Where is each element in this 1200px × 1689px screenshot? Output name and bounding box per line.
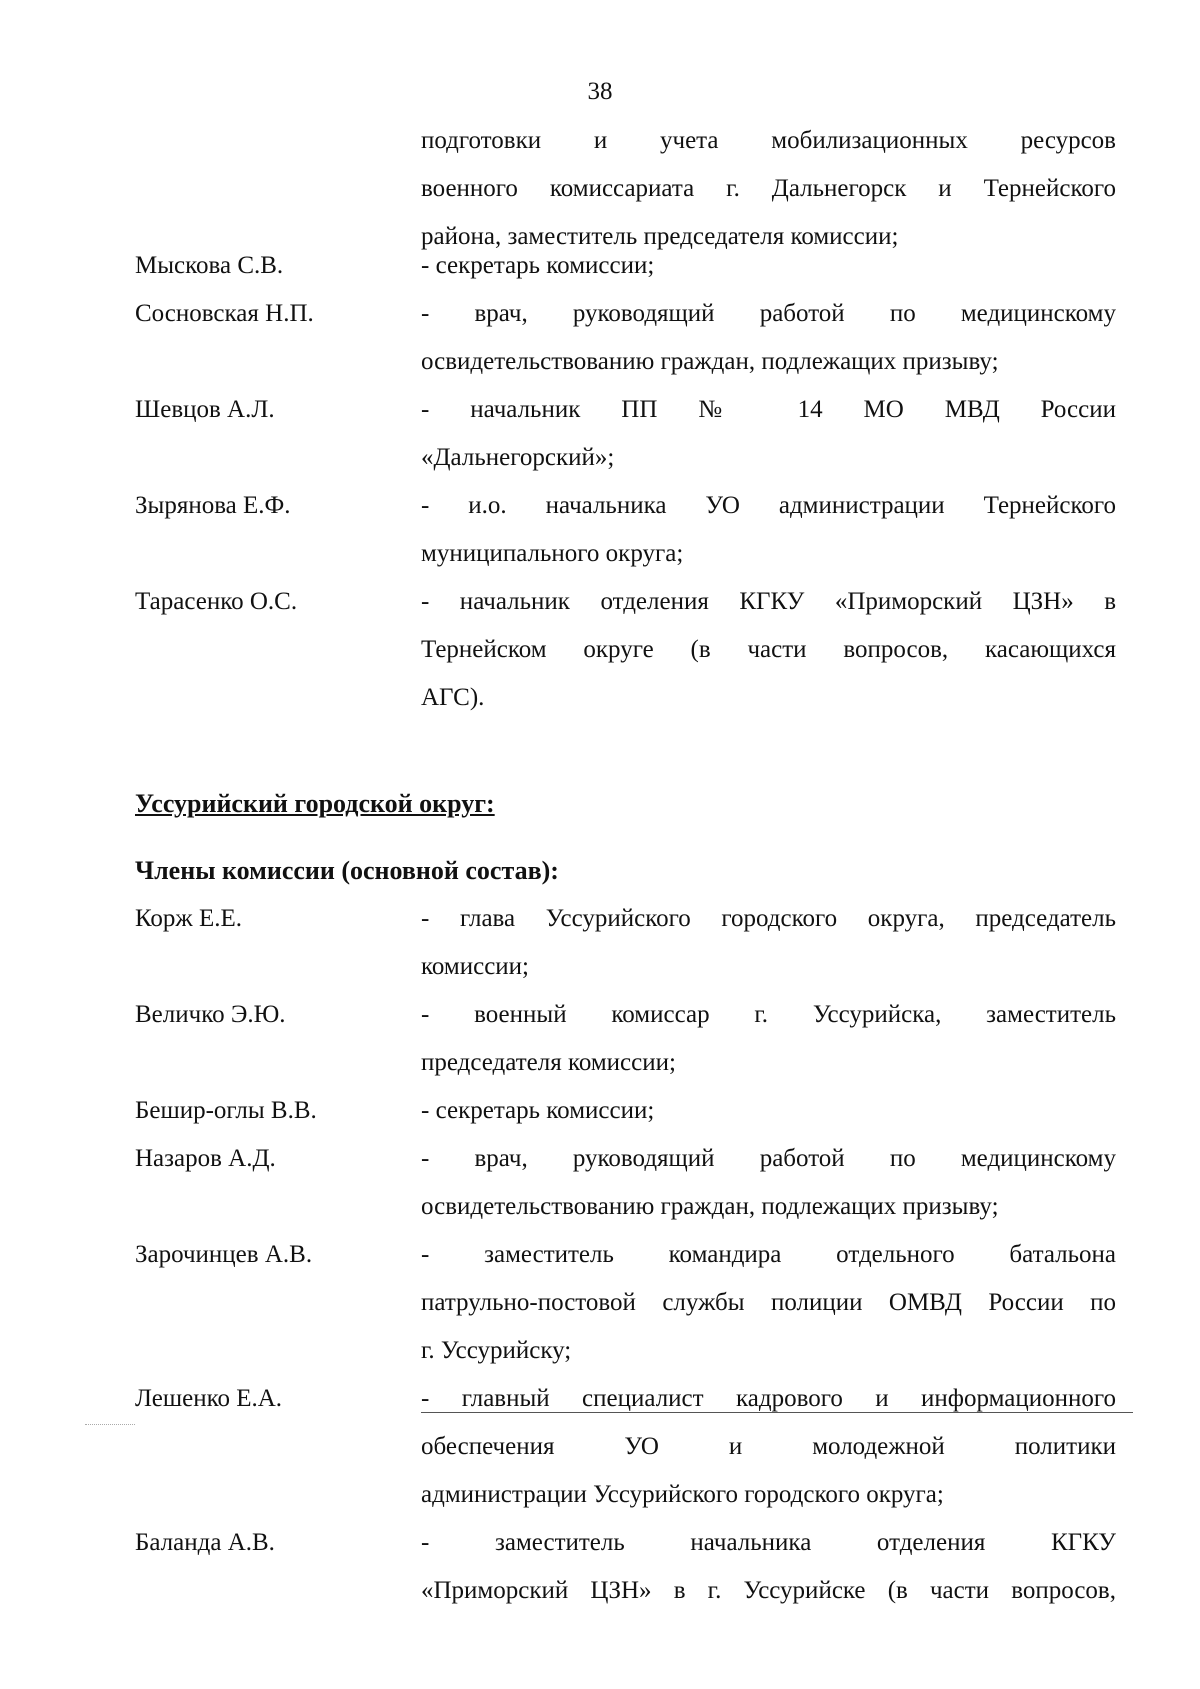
member-role bbox=[421, 1519, 1116, 1615]
member-role bbox=[421, 991, 1116, 1087]
scan-artifact-dotted-line bbox=[85, 1424, 135, 1425]
role-line: - начальник ПП № 14 МО МВД России bbox=[421, 396, 1116, 423]
role-line: председателя комиссии; bbox=[421, 1049, 676, 1076]
member-role bbox=[421, 290, 1116, 386]
page-number: 38 bbox=[587, 78, 613, 105]
role-line: Тернейском округе (в части вопросов, касающихся bbox=[421, 636, 1116, 663]
member-name: Шевцов А.Л. bbox=[135, 396, 275, 423]
role-line: - и.о. начальника УО администрации Тернейского bbox=[421, 492, 1116, 519]
intro-line: подготовки и учета мобилизационных ресурсов bbox=[421, 127, 1116, 154]
intro-line: военного комиссариата г. Дальнегорск и Тернейского bbox=[421, 175, 1116, 202]
role-line: патрульно-постовой службы полиции ОМВД России по bbox=[421, 1289, 1116, 1316]
role-line: - врач, руководящий работой по медицинскому bbox=[421, 300, 1116, 327]
member-role bbox=[421, 242, 1116, 290]
role-line: - секретарь комиссии; bbox=[421, 1097, 655, 1124]
intro-line: района, заместитель председателя комиссии; bbox=[421, 223, 899, 250]
role-line: - начальник отделения КГКУ «Приморский ЦЗН» в bbox=[421, 588, 1116, 615]
intro-paragraph bbox=[421, 117, 1116, 261]
role-line: обеспечения УО и молодежной политики bbox=[421, 1433, 1116, 1460]
subheading: Члены комиссии (основной состав): bbox=[135, 856, 559, 885]
role-line: освидетельствованию граждан, подлежащих призыву; bbox=[421, 348, 999, 375]
member-role bbox=[421, 482, 1116, 578]
member-name: Величко Э.Ю. bbox=[135, 1001, 286, 1028]
role-line: - врач, руководящий работой по медицинскому bbox=[421, 1145, 1116, 1172]
role-line: - военный комиссар г. Уссурийска, заместитель bbox=[421, 1001, 1116, 1028]
role-line: комиссии; bbox=[421, 953, 529, 980]
member-name: Мыскова С.В. bbox=[135, 252, 284, 279]
member-name: Баланда А.В. bbox=[135, 1529, 275, 1556]
role-line: - глава Уссурийского городского округа, председатель bbox=[421, 905, 1116, 932]
role-line: муниципального округа; bbox=[421, 540, 684, 567]
member-name: Лешенко Е.А. bbox=[135, 1385, 283, 1412]
member-name: Сосновская Н.П. bbox=[135, 300, 314, 327]
role-line: освидетельствованию граждан, подлежащих призыву; bbox=[421, 1193, 999, 1220]
member-role bbox=[421, 1231, 1116, 1375]
member-name: Зарочинцев А.В. bbox=[135, 1241, 313, 1268]
role-line: - секретарь комиссии; bbox=[421, 252, 655, 279]
role-line: «Дальнегорский»; bbox=[421, 444, 615, 471]
member-name: Тарасенко О.С. bbox=[135, 588, 298, 615]
member-name: Зырянова Е.Ф. bbox=[135, 492, 291, 519]
role-line: - заместитель командира отдельного батальона bbox=[421, 1241, 1116, 1268]
role-line: г. Уссурийску; bbox=[421, 1337, 572, 1364]
member-role bbox=[421, 1135, 1116, 1231]
role-line: - заместитель начальника отделения КГКУ bbox=[421, 1529, 1116, 1556]
role-line: АГС). bbox=[421, 684, 485, 711]
member-role bbox=[421, 895, 1116, 991]
member-role bbox=[421, 1375, 1116, 1519]
section-heading: Уссурийский городской округ: bbox=[135, 789, 495, 818]
member-role bbox=[421, 1087, 1116, 1135]
role-line: - главный специалист кадрового и информационного bbox=[421, 1385, 1116, 1412]
member-role bbox=[421, 386, 1116, 482]
member-name: Корж Е.Е. bbox=[135, 905, 242, 932]
member-role bbox=[421, 578, 1116, 722]
member-name: Назаров А.Д. bbox=[135, 1145, 276, 1172]
role-line: «Приморский ЦЗН» в г. Уссурийске (в части вопросов, bbox=[421, 1577, 1116, 1604]
member-name: Бешир-оглы В.В. bbox=[135, 1097, 317, 1124]
role-line: администрации Уссурийского городского округа; bbox=[421, 1481, 944, 1508]
